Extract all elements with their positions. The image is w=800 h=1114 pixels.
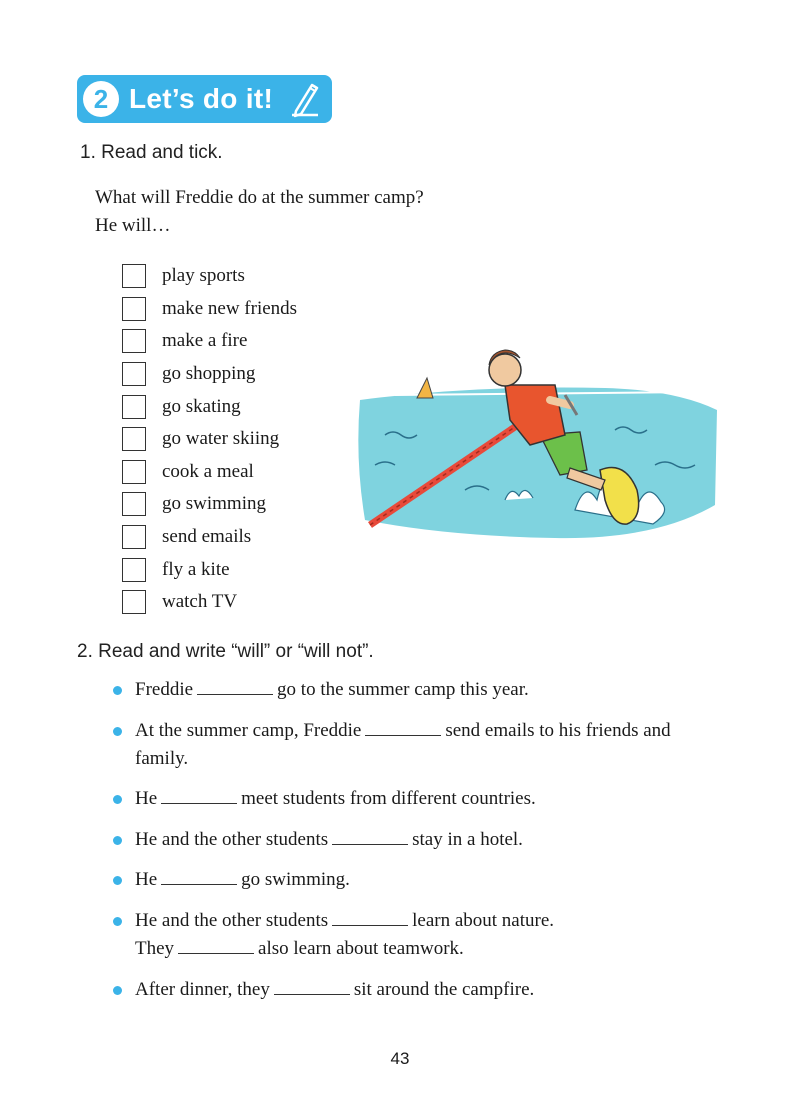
sentence-end: meet students from different countries.: [241, 788, 536, 810]
bullet-dot: [113, 986, 122, 995]
bullet-dot: [113, 836, 122, 845]
answer-blank[interactable]: [161, 868, 237, 885]
fill-in-list: [113, 676, 713, 1016]
tick-box[interactable]: [122, 264, 146, 288]
checklist-item: [122, 423, 297, 456]
sentence-start: He: [135, 869, 158, 891]
answer-blank[interactable]: [274, 978, 350, 995]
answer-blank[interactable]: [161, 787, 237, 804]
tick-box[interactable]: [122, 590, 146, 614]
answer-blank[interactable]: [178, 937, 254, 954]
option-label: send emails: [162, 526, 252, 548]
sentence-start: At the summer camp, Freddie: [135, 719, 362, 741]
list-item: [113, 785, 713, 813]
option-label: cook a meal: [162, 460, 254, 482]
sentence-end: stay in a hotel.: [412, 828, 523, 850]
checklist-item: [122, 521, 297, 554]
page-number: 43: [390, 1049, 410, 1068]
checklist-item: [122, 390, 297, 423]
checklist-item: [122, 488, 297, 521]
list-item: [113, 866, 713, 894]
sentence-start: They: [135, 937, 175, 959]
pencil-icon: [288, 79, 322, 119]
question-line-1: What will Freddie do at the summer camp?: [95, 187, 424, 208]
exercise-2-heading: 2. Read and write “will” or “will not”.: [77, 641, 374, 662]
bullet-dot: [113, 876, 122, 885]
list-item: [113, 717, 713, 773]
sentence-end: go to the summer camp this year.: [277, 679, 529, 700]
tick-box[interactable]: [122, 427, 146, 451]
list-item: [113, 907, 713, 963]
bullet-dot: [113, 917, 122, 926]
exercise-1-heading: 1. Read and tick.: [80, 142, 223, 163]
sentence-end: sit around the campfire.: [353, 978, 535, 1000]
option-label: make new friends: [162, 297, 298, 319]
exercise-1-question: [95, 184, 424, 240]
bullet-dot: [113, 686, 122, 695]
option-label: go skating: [162, 395, 241, 417]
section-number-badge: 2: [83, 81, 119, 117]
option-label: go shopping: [162, 363, 256, 385]
checklist-item: [122, 358, 297, 391]
checklist-item: [122, 325, 297, 358]
sentence-start: He and the other students: [135, 828, 329, 850]
tick-box[interactable]: [122, 525, 146, 549]
tick-box[interactable]: [122, 362, 146, 386]
question-line-2: He will…: [95, 215, 171, 236]
tick-box[interactable]: [122, 558, 146, 582]
sentence-end: also learn about teamwork.: [258, 937, 464, 959]
answer-blank[interactable]: [332, 909, 408, 926]
sentence-end: learn about nature.: [412, 909, 555, 931]
section-banner: [77, 75, 332, 123]
sentence-start: He: [135, 788, 158, 810]
water-skiing-illustration: [355, 340, 720, 545]
answer-blank[interactable]: [332, 828, 408, 845]
sentence-start: He and the other students: [135, 909, 329, 931]
tick-box[interactable]: [122, 460, 146, 484]
tick-box[interactable]: [122, 395, 146, 419]
checklist-item: [122, 586, 297, 619]
option-label: go water skiing: [162, 428, 280, 450]
checklist-item: [122, 456, 297, 489]
bullet-dot: [113, 727, 122, 736]
checklist-item: [122, 553, 297, 586]
sentence-end: send emails to his friends and family.: [135, 719, 671, 769]
list-item: [113, 976, 713, 1004]
bullet-dot: [113, 795, 122, 804]
checklist-item: [122, 293, 297, 326]
checklist-item: [122, 260, 297, 293]
option-label: watch TV: [162, 591, 238, 613]
section-title: Let’s do it!: [129, 83, 274, 114]
option-label: play sports: [162, 265, 245, 287]
sentence-end: go swimming.: [241, 869, 350, 891]
answer-blank[interactable]: [197, 678, 273, 695]
tick-box[interactable]: [122, 329, 146, 353]
answer-blank[interactable]: [365, 719, 441, 736]
option-label: make a fire: [162, 330, 248, 352]
sentence-start: Freddie: [135, 679, 194, 700]
option-label: go swimming: [162, 493, 266, 515]
list-item: [113, 826, 713, 854]
list-item: [113, 676, 713, 704]
tick-box[interactable]: [122, 492, 146, 516]
activity-checklist: [122, 260, 297, 619]
tick-box[interactable]: [122, 297, 146, 321]
sentence-start: After dinner, they: [135, 978, 270, 1000]
option-label: fly a kite: [162, 558, 230, 580]
